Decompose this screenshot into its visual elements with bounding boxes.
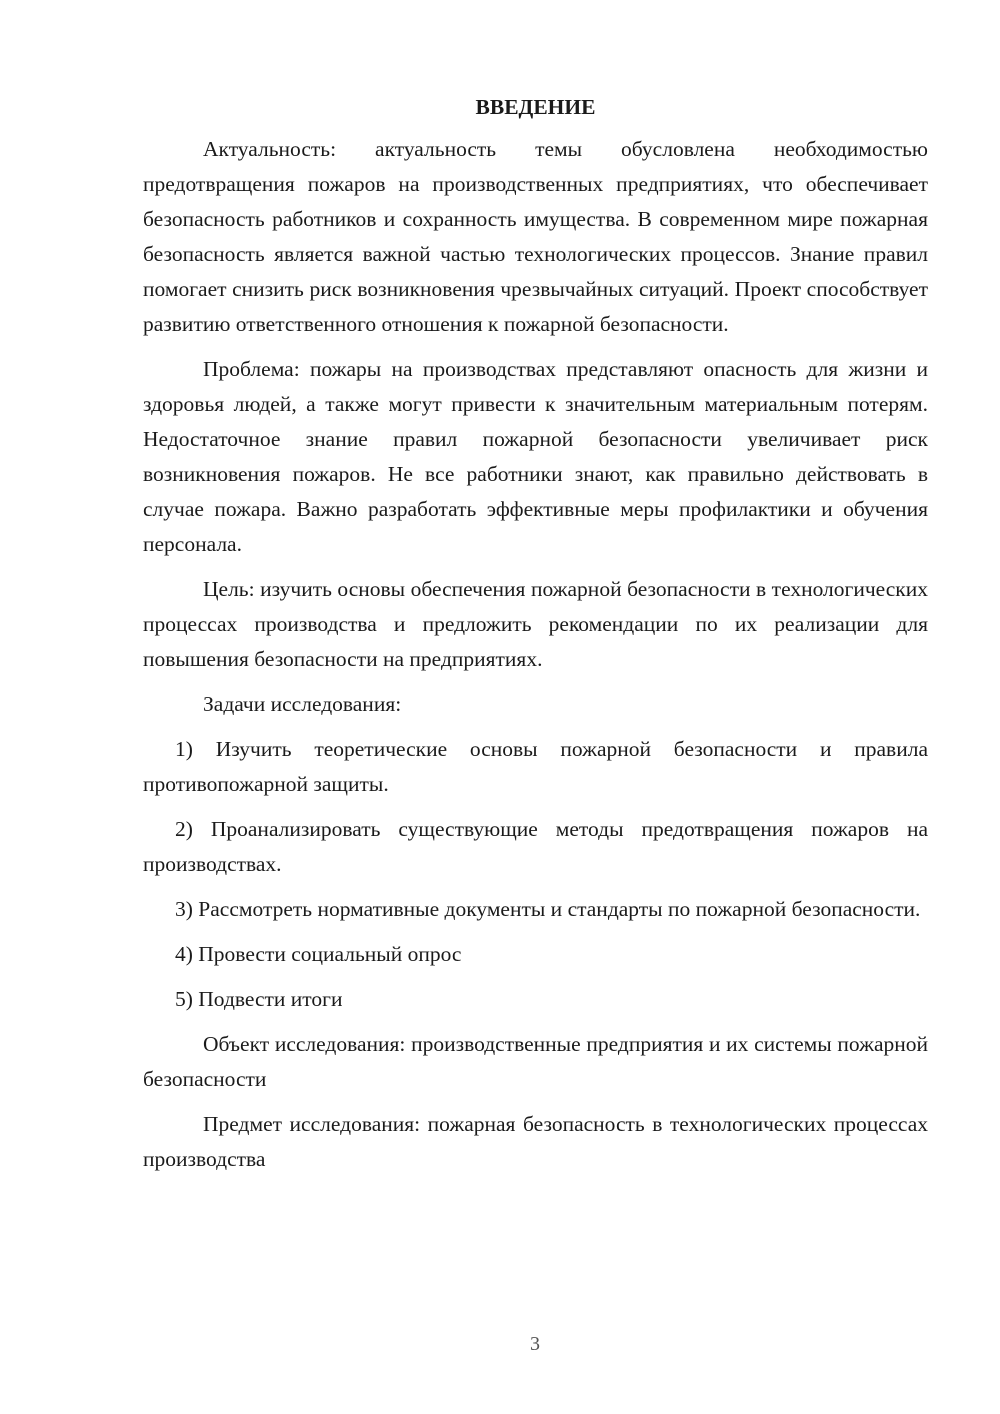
task-item: 2) Проанализировать существующие методы предотвращения пожаров на производствах. [143, 817, 928, 876]
task-item: 5) Подвести итоги [175, 987, 343, 1011]
problem-paragraph: Проблема: пожары на производствах представляют опасность для жизни и здоровья людей, а также могут привести к значительным материальным потерям. Недостаточное знание правил пожарной безопасности увеличивает риск возникновения пожаров. Не все работники знают, как правильно действовать в случае пожара. Важно разработать эффективные меры профилактики и обучения персонала. [143, 357, 928, 556]
relevance-paragraph: Актуальность: актуальность темы обусловлена необходимостью предотвращения пожаров на производственных предприятиях, что обеспечивает безопасность работников и сохранность имущества. В современном мире пожарная безопасность является важной частью технологических процессов. Знание правил помогает снизить риск возникновения чрезвычайных ситуаций. Проект способствует развитию ответственного отношения к пожарной безопасности. [143, 137, 928, 336]
tasks-label: Задачи исследования: [203, 692, 402, 716]
object-paragraph: Объект исследования: производственные предприятия и их системы пожарной безопасности [143, 1032, 928, 1091]
task-item: 4) Провести социальный опрос [175, 942, 462, 966]
task-item: 1) Изучить теоретические основы пожарной безопасности и правила противопожарной защиты. [143, 737, 928, 796]
page-number: 3 [530, 1333, 540, 1355]
task-item: 3) Рассмотреть нормативные документы и стандарты по пожарной безопасности. [175, 897, 921, 921]
subject-paragraph: Предмет исследования: пожарная безопасность в технологических процессах производства [143, 1112, 928, 1171]
page-title: ВВЕДЕНИЕ [475, 95, 596, 119]
page-content [143, 90, 928, 1187]
goal-paragraph: Цель: изучить основы обеспечения пожарной безопасности в технологических процессах производства и предложить рекомендации по их реализации для повышения безопасности на предприятиях. [143, 577, 928, 671]
